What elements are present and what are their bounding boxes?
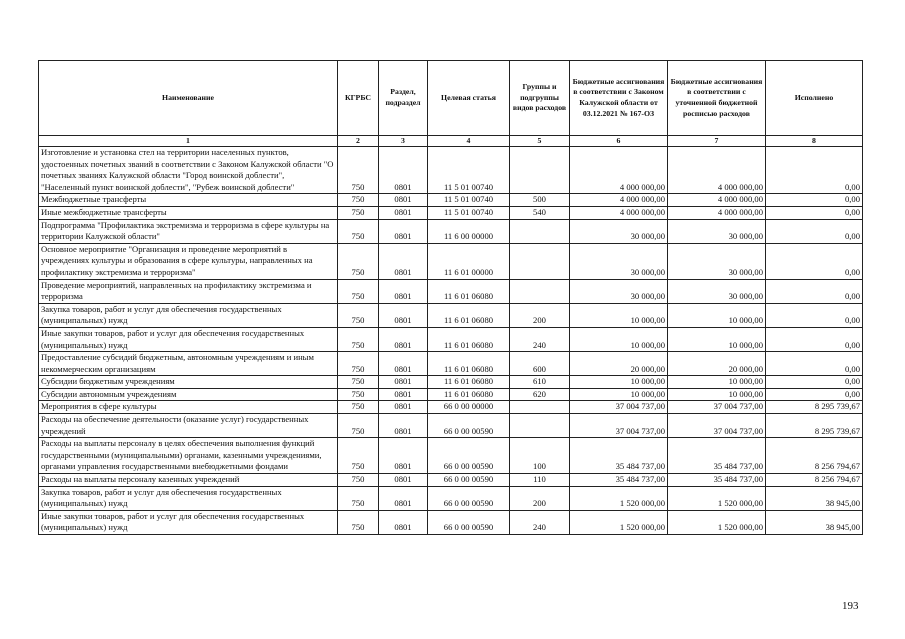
row-target-article-cell: 66 0 00 00590 <box>428 510 510 534</box>
row-kgrbs-cell: 750 <box>338 486 379 510</box>
row-executed-cell: 38 945,00 <box>766 510 863 534</box>
header-row <box>39 61 863 136</box>
row-section-cell: 0801 <box>379 303 428 327</box>
row-target-article-cell: 11 5 01 00740 <box>428 147 510 194</box>
row-executed-cell: 0,00 <box>766 243 863 279</box>
row-name-cell: Закупка товаров, работ и услуг для обеспечения государственных (муниципальных) нужд <box>39 486 338 510</box>
row-budget-law-cell: 10 000,00 <box>570 303 668 327</box>
row-budget-revised-cell: 35 484 737,00 <box>668 438 766 474</box>
row-section-cell: 0801 <box>379 414 428 438</box>
row-target-article-cell: 11 6 01 00000 <box>428 243 510 279</box>
row-target-article-cell: 66 0 00 00590 <box>428 486 510 510</box>
row-executed-cell: 8 295 739,67 <box>766 414 863 438</box>
row-expense-group-cell: 240 <box>510 327 570 351</box>
row-expense-group-cell: 200 <box>510 303 570 327</box>
row-kgrbs-cell: 750 <box>338 219 379 243</box>
row-kgrbs-cell: 750 <box>338 376 379 389</box>
row-expense-group-cell: 240 <box>510 510 570 534</box>
header-budget-law: Бюджетные ассигнования в соответствии с Законом Калужской области от 03.12.2021 № 167-ОЗ <box>570 61 668 136</box>
row-name-cell: Проведение мероприятий, направленных на профилактику экстремизма и терроризма <box>39 279 338 303</box>
row-budget-law-cell: 37 004 737,00 <box>570 401 668 414</box>
row-name-cell: Подпрограмма "Профилактика экстремизма и терроризма в сфере культуры на территории Калужской области" <box>39 219 338 243</box>
row-expense-group-cell: 100 <box>510 438 570 474</box>
row-kgrbs-cell: 750 <box>338 194 379 207</box>
row-budget-revised-cell: 1 520 000,00 <box>668 486 766 510</box>
column-number-row <box>39 136 863 147</box>
table-row <box>39 438 863 474</box>
budget-execution-table <box>38 60 863 535</box>
row-executed-cell: 0,00 <box>766 279 863 303</box>
column-number: 1 <box>39 136 338 147</box>
row-executed-cell: 0,00 <box>766 206 863 219</box>
row-budget-revised-cell: 20 000,00 <box>668 352 766 376</box>
header-executed: Исполнено <box>766 61 863 136</box>
row-name-cell: Иные закупки товаров, работ и услуг для обеспечения государственных (муниципальных) нужд <box>39 510 338 534</box>
header-budget-revised: Бюджетные ассигнования в соответствии с уточненной бюджетной росписью расходов <box>668 61 766 136</box>
row-budget-law-cell: 10 000,00 <box>570 388 668 401</box>
row-kgrbs-cell: 750 <box>338 303 379 327</box>
row-kgrbs-cell: 750 <box>338 438 379 474</box>
row-kgrbs-cell: 750 <box>338 243 379 279</box>
row-kgrbs-cell: 750 <box>338 510 379 534</box>
row-expense-group-cell <box>510 401 570 414</box>
row-budget-revised-cell: 10 000,00 <box>668 303 766 327</box>
page-number: 193 <box>842 600 859 612</box>
row-section-cell: 0801 <box>379 438 428 474</box>
column-number: 6 <box>570 136 668 147</box>
column-number: 2 <box>338 136 379 147</box>
table-row <box>39 194 863 207</box>
table-row <box>39 474 863 487</box>
budget-table-sheet <box>38 60 862 535</box>
column-number: 8 <box>766 136 863 147</box>
row-name-cell: Субсидии автономным учреждениям <box>39 388 338 401</box>
row-kgrbs-cell: 750 <box>338 414 379 438</box>
row-budget-law-cell: 1 520 000,00 <box>570 510 668 534</box>
row-budget-revised-cell: 37 004 737,00 <box>668 401 766 414</box>
header-name: Наименование <box>39 61 338 136</box>
row-budget-revised-cell: 10 000,00 <box>668 388 766 401</box>
row-expense-group-cell: 110 <box>510 474 570 487</box>
header-section: Раздел, подраздел <box>379 61 428 136</box>
row-section-cell: 0801 <box>379 388 428 401</box>
row-expense-group-cell <box>510 219 570 243</box>
table-row <box>39 352 863 376</box>
row-expense-group-cell <box>510 279 570 303</box>
row-target-article-cell: 66 0 00 00590 <box>428 474 510 487</box>
row-name-cell: Расходы на выплаты персоналу в целях обеспечения выполнения функций государственными (муниципальными) органами, казенными учреждениями, органами управления государственными внебюджетными фондами <box>39 438 338 474</box>
row-target-article-cell: 11 6 01 06080 <box>428 279 510 303</box>
row-expense-group-cell: 540 <box>510 206 570 219</box>
row-section-cell: 0801 <box>379 243 428 279</box>
row-executed-cell: 0,00 <box>766 147 863 194</box>
table-row <box>39 279 863 303</box>
column-number: 4 <box>428 136 510 147</box>
row-target-article-cell: 66 0 00 00590 <box>428 438 510 474</box>
table-row <box>39 147 863 194</box>
row-kgrbs-cell: 750 <box>338 401 379 414</box>
row-section-cell: 0801 <box>379 327 428 351</box>
table-row <box>39 303 863 327</box>
header-target-article: Целевая статья <box>428 61 510 136</box>
row-target-article-cell: 11 6 00 00000 <box>428 219 510 243</box>
row-name-cell: Иные межбюджетные трансферты <box>39 206 338 219</box>
row-section-cell: 0801 <box>379 219 428 243</box>
row-kgrbs-cell: 750 <box>338 206 379 219</box>
row-budget-revised-cell: 37 004 737,00 <box>668 414 766 438</box>
row-name-cell: Изготовление и установка стел на территории населенных пунктов, удостоенных почетных званий в соответствии с Законом Калужской области "О почетных званиях Калужской области "Город воинской доблести", "Населенный пункт воинской доблести", "Рубеж воинской доблести" <box>39 147 338 194</box>
row-executed-cell: 0,00 <box>766 219 863 243</box>
row-budget-law-cell: 1 520 000,00 <box>570 486 668 510</box>
row-name-cell: Закупка товаров, работ и услуг для обеспечения государственных (муниципальных) нужд <box>39 303 338 327</box>
row-executed-cell: 0,00 <box>766 388 863 401</box>
row-budget-law-cell: 35 484 737,00 <box>570 438 668 474</box>
table-body <box>39 147 863 535</box>
row-executed-cell: 0,00 <box>766 376 863 389</box>
row-kgrbs-cell: 750 <box>338 388 379 401</box>
row-budget-revised-cell: 35 484 737,00 <box>668 474 766 487</box>
row-expense-group-cell: 610 <box>510 376 570 389</box>
row-budget-revised-cell: 30 000,00 <box>668 243 766 279</box>
row-name-cell: Расходы на обеспечение деятельности (оказание услуг) государственных учреждений <box>39 414 338 438</box>
row-section-cell: 0801 <box>379 474 428 487</box>
row-name-cell: Расходы на выплаты персоналу казенных учреждений <box>39 474 338 487</box>
row-budget-law-cell: 4 000 000,00 <box>570 206 668 219</box>
row-expense-group-cell: 200 <box>510 486 570 510</box>
table-row <box>39 414 863 438</box>
row-budget-law-cell: 30 000,00 <box>570 279 668 303</box>
row-kgrbs-cell: 750 <box>338 474 379 487</box>
row-budget-law-cell: 4 000 000,00 <box>570 147 668 194</box>
row-target-article-cell: 66 0 00 00590 <box>428 414 510 438</box>
row-target-article-cell: 66 0 00 00000 <box>428 401 510 414</box>
row-budget-law-cell: 10 000,00 <box>570 327 668 351</box>
row-kgrbs-cell: 750 <box>338 352 379 376</box>
row-executed-cell: 8 256 794,67 <box>766 474 863 487</box>
header-kgrbs: КГРБС <box>338 61 379 136</box>
row-expense-group-cell <box>510 243 570 279</box>
row-budget-revised-cell: 4 000 000,00 <box>668 206 766 219</box>
row-target-article-cell: 11 5 01 00740 <box>428 194 510 207</box>
row-executed-cell: 8 295 739,67 <box>766 401 863 414</box>
row-budget-revised-cell: 1 520 000,00 <box>668 510 766 534</box>
table-row <box>39 388 863 401</box>
row-name-cell: Основное мероприятие "Организация и проведение мероприятий в учреждениях культуры и образования в сфере культуры, направленных на профилактику экстремизма и терроризма" <box>39 243 338 279</box>
row-budget-law-cell: 30 000,00 <box>570 243 668 279</box>
table-row <box>39 327 863 351</box>
table-row <box>39 243 863 279</box>
row-budget-law-cell: 37 004 737,00 <box>570 414 668 438</box>
row-target-article-cell: 11 6 01 06080 <box>428 388 510 401</box>
table-row <box>39 206 863 219</box>
row-expense-group-cell: 500 <box>510 194 570 207</box>
row-budget-revised-cell: 30 000,00 <box>668 279 766 303</box>
row-target-article-cell: 11 6 01 06080 <box>428 327 510 351</box>
row-name-cell: Предоставление субсидий бюджетным, автономным учреждениям и иным некоммерческим организациям <box>39 352 338 376</box>
row-section-cell: 0801 <box>379 279 428 303</box>
row-executed-cell: 0,00 <box>766 327 863 351</box>
row-budget-revised-cell: 4 000 000,00 <box>668 194 766 207</box>
header-expense-groups: Группы и подгруппы видов расходов <box>510 61 570 136</box>
row-budget-law-cell: 20 000,00 <box>570 352 668 376</box>
row-kgrbs-cell: 750 <box>338 147 379 194</box>
row-target-article-cell: 11 6 01 06080 <box>428 352 510 376</box>
row-expense-group-cell <box>510 414 570 438</box>
column-number: 3 <box>379 136 428 147</box>
row-section-cell: 0801 <box>379 486 428 510</box>
row-budget-revised-cell: 4 000 000,00 <box>668 147 766 194</box>
table-row <box>39 401 863 414</box>
row-expense-group-cell: 620 <box>510 388 570 401</box>
row-expense-group-cell: 600 <box>510 352 570 376</box>
row-section-cell: 0801 <box>379 206 428 219</box>
row-section-cell: 0801 <box>379 352 428 376</box>
row-executed-cell: 0,00 <box>766 194 863 207</box>
table-row <box>39 219 863 243</box>
row-kgrbs-cell: 750 <box>338 279 379 303</box>
row-executed-cell: 0,00 <box>766 352 863 376</box>
row-section-cell: 0801 <box>379 194 428 207</box>
row-budget-law-cell: 35 484 737,00 <box>570 474 668 487</box>
row-budget-law-cell: 4 000 000,00 <box>570 194 668 207</box>
table-row <box>39 510 863 534</box>
row-kgrbs-cell: 750 <box>338 327 379 351</box>
row-name-cell: Мероприятия в сфере культуры <box>39 401 338 414</box>
row-name-cell: Межбюджетные трансферты <box>39 194 338 207</box>
row-section-cell: 0801 <box>379 147 428 194</box>
row-target-article-cell: 11 6 01 06080 <box>428 303 510 327</box>
table-row <box>39 486 863 510</box>
row-expense-group-cell <box>510 147 570 194</box>
row-budget-law-cell: 10 000,00 <box>570 376 668 389</box>
row-budget-revised-cell: 30 000,00 <box>668 219 766 243</box>
row-section-cell: 0801 <box>379 401 428 414</box>
row-budget-revised-cell: 10 000,00 <box>668 327 766 351</box>
row-budget-law-cell: 30 000,00 <box>570 219 668 243</box>
row-target-article-cell: 11 5 01 00740 <box>428 206 510 219</box>
row-budget-revised-cell: 10 000,00 <box>668 376 766 389</box>
row-target-article-cell: 11 6 01 06080 <box>428 376 510 389</box>
row-executed-cell: 38 945,00 <box>766 486 863 510</box>
row-executed-cell: 0,00 <box>766 303 863 327</box>
row-section-cell: 0801 <box>379 510 428 534</box>
column-number: 5 <box>510 136 570 147</box>
row-executed-cell: 8 256 794,67 <box>766 438 863 474</box>
row-name-cell: Иные закупки товаров, работ и услуг для обеспечения государственных (муниципальных) нужд <box>39 327 338 351</box>
column-number: 7 <box>668 136 766 147</box>
row-section-cell: 0801 <box>379 376 428 389</box>
row-name-cell: Субсидии бюджетным учреждениям <box>39 376 338 389</box>
table-row <box>39 376 863 389</box>
